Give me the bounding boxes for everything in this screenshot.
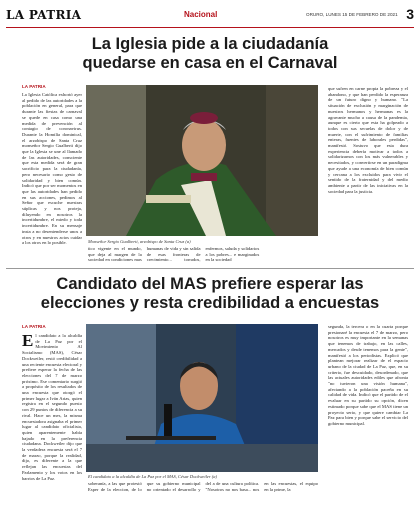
article1-caption: Monseñor Sergio Gualberti, arzobispo de Santa Cruz (a)	[88, 239, 191, 244]
article1-bottom-text: tico vigente en el mundo, que deja al margen de la sociedad en condiciones mas humanas de vida y sin salida de esas fronteras de crecimiento... torrados, enfermos, saluda y solidarios a los pobres... e marginados en la sociedad	[88, 246, 260, 263]
article2-caption: El candidato a la alcaldía de La Paz por el MAS, César Dockweiler (a)	[88, 474, 217, 479]
section-label: Nacional	[184, 10, 218, 19]
article1-photo	[86, 85, 318, 236]
article2-photo	[86, 324, 318, 472]
masthead	[6, 8, 414, 24]
article1-headline-line1: La Iglesia pide a la ciudadanía	[91, 35, 329, 53]
bishop-photo	[86, 85, 318, 236]
dateline: ORURO, LUNES 15 DE FEBRERO DE 2021	[306, 12, 398, 17]
article2-col1	[22, 333, 82, 503]
article2-headline-line2: elecciones y resta credibilidad a encuestas	[40, 294, 380, 312]
article-divider	[6, 268, 414, 269]
article1-col3: que sufren en carne propia la pobreza y el abandono, y que han perdido la esperanza de un futuro digno y humano. "La situación de exclusión y marginación de nuestros hermanos y hermanas es la agravante mucho a causa de la pandemia, aunque es cierto que esta ha golpeado a todos con sus secuelas de dolor y de muerte, con el sufrimiento de familias enteras, fuentes de laborales perdidas", manifestó. Sostuvo que esta dura experiencia debería motivar a todos a solidarizarnos con los más vulnerables y necesitados, y convertirse en un paradigma que ayude a una economía de bien común y cercana a los excluidos para vivir el sentido de la fraternidad y del medio ambiente a partir de las iniciativas en la sociedad para la justicia.	[328, 86, 408, 194]
article2-col1-text: l candidato a la alcaldía de La Paz por el Movimiento Al Socialismo (MAS), César Dockweiler, restó credibilidad a una reciente encuesta electoral y prefiere esperar la fecha de las elecciones del 7 de marzo próximo. Ese comentario surgió a propósito de los resultados de una encuesta que otorgó el primer lugar a Iván Arias, quien registra en el segundo puesto con 29 puntos de diferencia a su rival. Hace un mes, la misma encuestadora asignaba el primer lugar al candidato oficialista, quien aparentemente había bajado en la preferencia ciudadana. Dockweiler dijo que la verdadera encuesta será el 7 de marzo, porque la realidad, dijo, es diferente a la que reflejan las encuestas del Parlamento y los votos en los barrios de La Paz.	[22, 333, 82, 481]
article2-kicker: LA PATRIA	[22, 324, 46, 329]
article2-col3: segunda, la tercera o en la cuarta porque presionaré la encuesta el 7 de marzo, pero nosotros es muy importante en la semanas que tenemos de trabajo, en las calles, mercados y desde tenemos para la gente", manifestó a los periodistas. Explicó que plantean mejorar realizar de el espacio urbano de la ciudad de La Paz, que, en su criterio, fue descuidado, desordenado, que las actuales autoridades ediles que afronta "no tuvieron una visión humana", afectando a la población paceña en su calidad de vida. Indicó que el partido de el evaluar en su partido su opción, dicen estimado porque sabe que el MAS tiene un proyecto serio, y que quiere cambiar La Paz para bien y porque sabe el servicio del gobierno municipal.	[328, 324, 408, 426]
article2-headline	[10, 275, 410, 313]
newspaper-logo: LA PATRIA	[6, 8, 82, 22]
page-number: 3	[406, 6, 414, 22]
candidate-photo	[86, 324, 318, 472]
article2-headline-line1: Candidato del MAS prefiere esperar las	[56, 275, 364, 293]
article1-headline-line2: quedarse en casa en el Carnaval	[82, 54, 338, 72]
article1-headline	[10, 35, 410, 73]
article1-kicker: LA PATRIA	[22, 84, 46, 89]
article2-dropcap: E	[22, 331, 34, 350]
article1-col1: La Iglesia Católica exhortó ayer al pedido de las autoridades a la población en general, para que durante las fiestas de carnaval se quede en casa como una medida de prevención al contagio de coronavirus. Durante la Homilía dominical, el arzobispo de Santa Cruz monseñor Sergio Gualberti dijo que la Iglesia se une al llamado de las autoridades, consciente que esta medida será de gran sacrificio para la ciudadanía, pero necesario como gesto de solidaridad y bien común. Indicó que por ser momentos en que las autoridades han pedido en sus acciones, pedimos al Señor que escuche nuestras súplicas y nos proteja, diluyendo en nosotros la incertidumbre, el miedo y toda incertidumbre. En su mensaje insta a no desentenderse unos a otros y en nuestros actos cuidar a los otros en lo posible.	[22, 92, 82, 246]
article2-bottom-text: soberanía, a las que protestó Esper de la eleccion, de lo que su gobierno municipal no orientado el desarrollo y del a de una cultura política. "Nosotros no nos basa... nos en las encuestas, el equipo en la prime, la	[88, 481, 318, 492]
masthead-rule	[6, 27, 414, 28]
